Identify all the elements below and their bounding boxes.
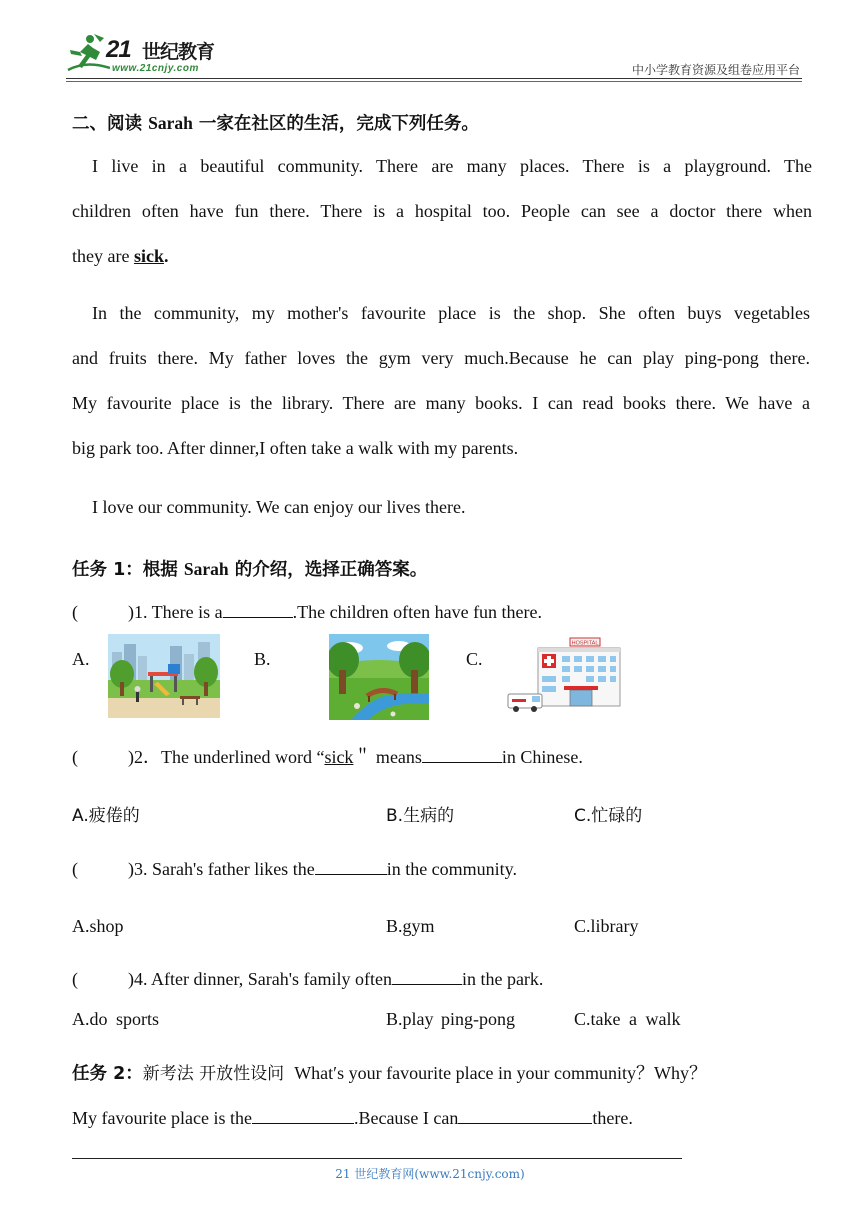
hospital-sign-text: HOSPITAL <box>571 640 599 647</box>
q2-stem-post: in Chinese. <box>501 747 583 767</box>
header-divider <box>66 78 802 79</box>
q1-option-c-label: C. <box>466 649 483 669</box>
q4-option-b[interactable]: B.play ping-pong <box>386 1009 515 1029</box>
playground-image[interactable] <box>108 634 220 718</box>
section-title-suffix: 一家在社区的生活，完成下列任务。 <box>192 114 479 134</box>
q2-option-c[interactable]: C.忙碌的 <box>574 806 643 826</box>
q4-option-a[interactable]: A.do sports <box>72 1009 160 1029</box>
q3-blank[interactable] <box>315 858 387 875</box>
logo-text: 世纪教育 <box>142 41 215 63</box>
passage-p2-line1: In the community, my mother's favourite place is the shop. She often buys vegetables <box>92 303 810 323</box>
answer-paren-open[interactable]: ( <box>72 747 78 767</box>
q2-underlined-word: sick <box>324 747 354 767</box>
underlined-word-sick: sick <box>133 246 164 266</box>
runner-logo-icon <box>66 30 110 76</box>
passage-p1-line2: children often have fun there. There is a hospital too. People can see a doctor there when <box>72 201 812 221</box>
passage-p1-line3-pre: they are <box>72 246 134 266</box>
task1-prefix: 任务 1：根据 <box>72 560 184 580</box>
passage-p1-line3 <box>72 246 168 267</box>
q2-option-b[interactable]: B.生病的 <box>386 806 455 826</box>
q2-blank[interactable] <box>422 746 502 763</box>
q4-stem-pre: )4. After dinner, Sarah's family often <box>128 969 392 989</box>
passage-p3-line1: I love our community. We can enjoy our lives there. <box>92 497 466 517</box>
q3-option-a[interactable]: A.shop <box>72 916 124 936</box>
q1-stem-pre: )1. There is a <box>128 602 223 622</box>
task2-place-blank[interactable] <box>252 1107 354 1124</box>
park-image[interactable] <box>329 634 429 720</box>
q1-stem-post: .The children often have fun there. <box>292 602 543 622</box>
task2-question <box>72 1059 707 1085</box>
question-2 <box>72 743 583 769</box>
logo-url: www.21cnjy.com <box>112 63 199 74</box>
passage-p2-line4: big park too. After dinner,I often take a walk with my parents. <box>72 438 519 458</box>
passage-p1-line1: I live in a beautiful community. There are many places. There is a playground. The <box>92 156 812 176</box>
q2-option-a[interactable]: A.疲倦的 <box>72 806 140 826</box>
task1-title <box>72 556 427 581</box>
task2-answer-post: there. <box>592 1108 633 1128</box>
header-divider-thin <box>66 81 802 82</box>
q4-blank[interactable] <box>392 968 462 985</box>
task2-answer-mid: .Because I can <box>353 1108 459 1128</box>
question-4 <box>72 968 543 990</box>
q2-stem-pre: )2．The underlined word “ <box>128 747 325 767</box>
section-title-prefix: 二、阅读 <box>72 114 149 134</box>
task2-tag: 新考法 开放性设问 <box>142 1064 285 1084</box>
q2-stem-mid: ＂ means <box>353 747 422 767</box>
question-3 <box>72 858 517 880</box>
q4-stem-post: in the park. <box>461 969 544 989</box>
answer-paren-open[interactable]: ( <box>72 859 78 879</box>
question-1 <box>72 601 542 623</box>
q1-blank[interactable] <box>223 601 293 618</box>
q3-option-c[interactable]: C.library <box>574 916 639 936</box>
passage-p2-line3: My favourite place is the library. There are many books. I can read books there. We have a <box>72 393 810 413</box>
q3-stem-post: in the community. <box>386 859 518 879</box>
section-title <box>72 110 479 135</box>
header-tagline: 中小学教育资源及组卷应用平台 <box>631 63 800 77</box>
answer-paren-open[interactable]: ( <box>72 969 78 989</box>
q3-option-b[interactable]: B.gym <box>386 916 435 936</box>
passage-p2-line2: and fruits there. My father loves the gym very much.Because he can play ping-pong there. <box>72 348 810 368</box>
site-logo <box>66 30 236 78</box>
task1-name: Sarah <box>183 559 229 579</box>
footer-divider <box>72 1158 682 1159</box>
task2-question-text: What′s your favourite place in your community？Why？ <box>294 1063 708 1083</box>
q1-option-a-label: A. <box>72 649 90 669</box>
logo-number: 21 <box>106 36 131 63</box>
task2-answer <box>72 1107 633 1129</box>
q3-stem-pre: )3. Sarah's father likes the <box>128 859 315 879</box>
task1-suffix: 的介绍，选择正确答案。 <box>228 560 428 580</box>
answer-paren-open[interactable]: ( <box>72 602 78 622</box>
q4-option-c[interactable]: C.take a walk <box>574 1009 681 1029</box>
task2-answer-pre: My favourite place is the <box>72 1108 252 1128</box>
q1-option-b-label: B. <box>254 649 271 669</box>
section-title-name: Sarah <box>148 113 193 133</box>
hospital-image[interactable] <box>506 634 626 714</box>
task2-label: 任务 2： <box>72 1064 143 1084</box>
passage-p1-line3-post: . <box>163 246 169 266</box>
footer-link[interactable]: 21 世纪教育网(www.21cnjy.com) <box>335 1167 525 1181</box>
task2-reason-blank[interactable] <box>458 1107 592 1124</box>
